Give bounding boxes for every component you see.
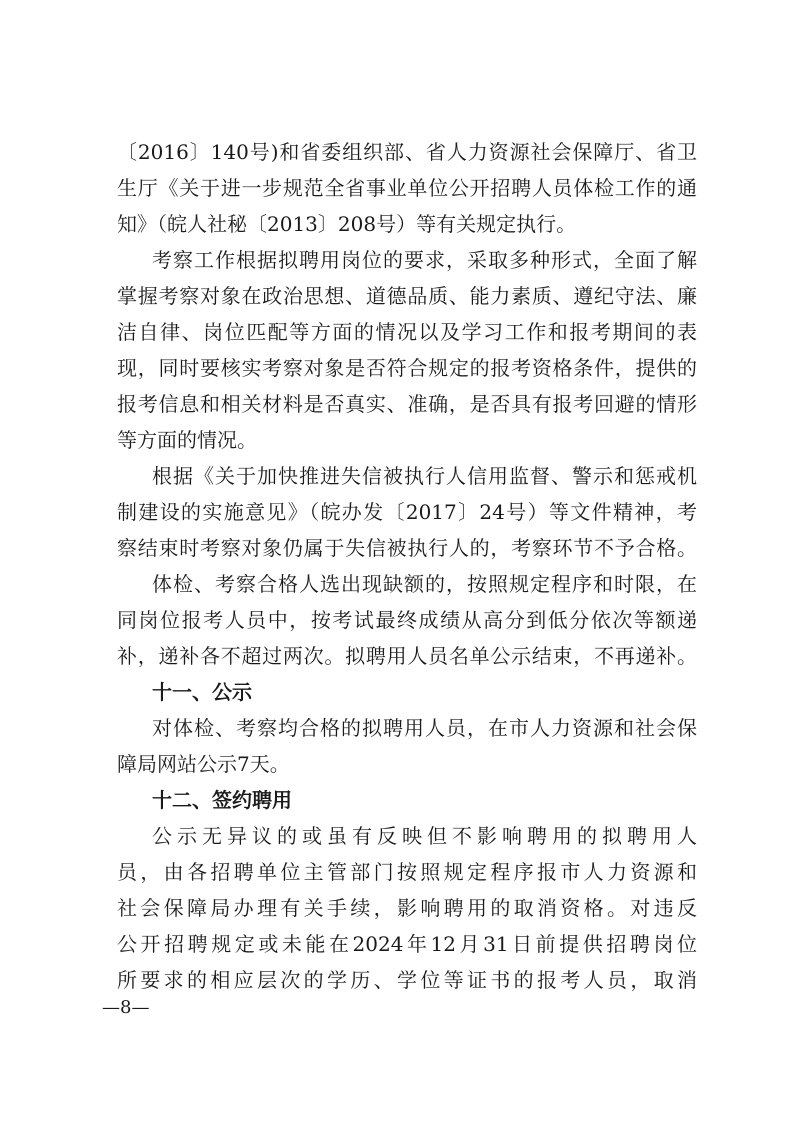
paragraph-line: 社会保障局办理有关手续，影响聘用的取消资格。对违反 [117, 896, 697, 920]
paragraph-line: 公示无异议的或虽有反映但不影响聘用的拟聘用人 [152, 824, 697, 848]
section-heading-qianyue: 十二、签约聘用 [152, 788, 292, 812]
paragraph-line: 洁自律、岗位匹配等方面的情况以及学习工作和报考期间的表 [117, 320, 697, 344]
paragraph-line: 所要求的相应层次的学历、学位等证书的报考人员，取消 [117, 968, 697, 992]
paragraph-line: 现，同时要核实考察对象是否符合规定的报考资格条件，提供的 [117, 356, 697, 380]
paragraph-line: 〔2016〕140号)和省委组织部、省人力资源社会保障厅、省卫 [117, 140, 697, 164]
paragraph-line: 制建设的实施意见》（皖办发〔2017〕24号）等文件精神，考 [117, 500, 697, 524]
paragraph-line: 体检、考察合格人选出现缺额的，按照规定程序和时限，在 [152, 572, 697, 596]
paragraph-line: 障局网站公示7天。 [117, 752, 290, 776]
page-number: —8— [102, 997, 150, 1018]
paragraph-line: 员，由各招聘单位主管部门按照规定程序报市人力资源和 [117, 860, 697, 884]
paragraph-line: 察结束时考察对象仍属于失信被执行人的，考察环节不予合格。 [117, 536, 697, 560]
section-heading-gongshi: 十一、公示 [152, 680, 252, 704]
paragraph-line: 报考信息和相关材料是否真实、准确，是否具有报考回避的情形 [117, 392, 697, 416]
paragraph-line: 等方面的情况。 [117, 428, 257, 452]
paragraph-line: 掌握考察对象在政治思想、道德品质、能力素质、遵纪守法、廉 [117, 284, 697, 308]
paragraph-line: 知》（皖人社秘〔2013〕208号）等有关规定执行。 [117, 212, 577, 236]
paragraph-line: 生厅《关于进一步规范全省事业单位公开招聘人员体检工作的通 [117, 176, 697, 200]
paragraph-line: 同岗位报考人员中，按考试最终成绩从高分到低分依次等额递 [117, 608, 697, 632]
paragraph-line: 对体检、考察均合格的拟聘用人员，在市人力资源和社会保 [152, 716, 697, 740]
paragraph-line: 公开招聘规定或未能在2024年12月31日前提供招聘岗位 [117, 932, 697, 956]
paragraph-line: 根据《关于加快推进失信被执行人信用监督、警示和惩戒机 [152, 464, 697, 488]
paragraph-line: 考察工作根据拟聘用岗位的要求，采取多种形式，全面了解 [152, 248, 697, 272]
paragraph-line: 补，递补各不超过两次。拟聘用人员名单公示结束，不再递补。 [117, 644, 697, 668]
